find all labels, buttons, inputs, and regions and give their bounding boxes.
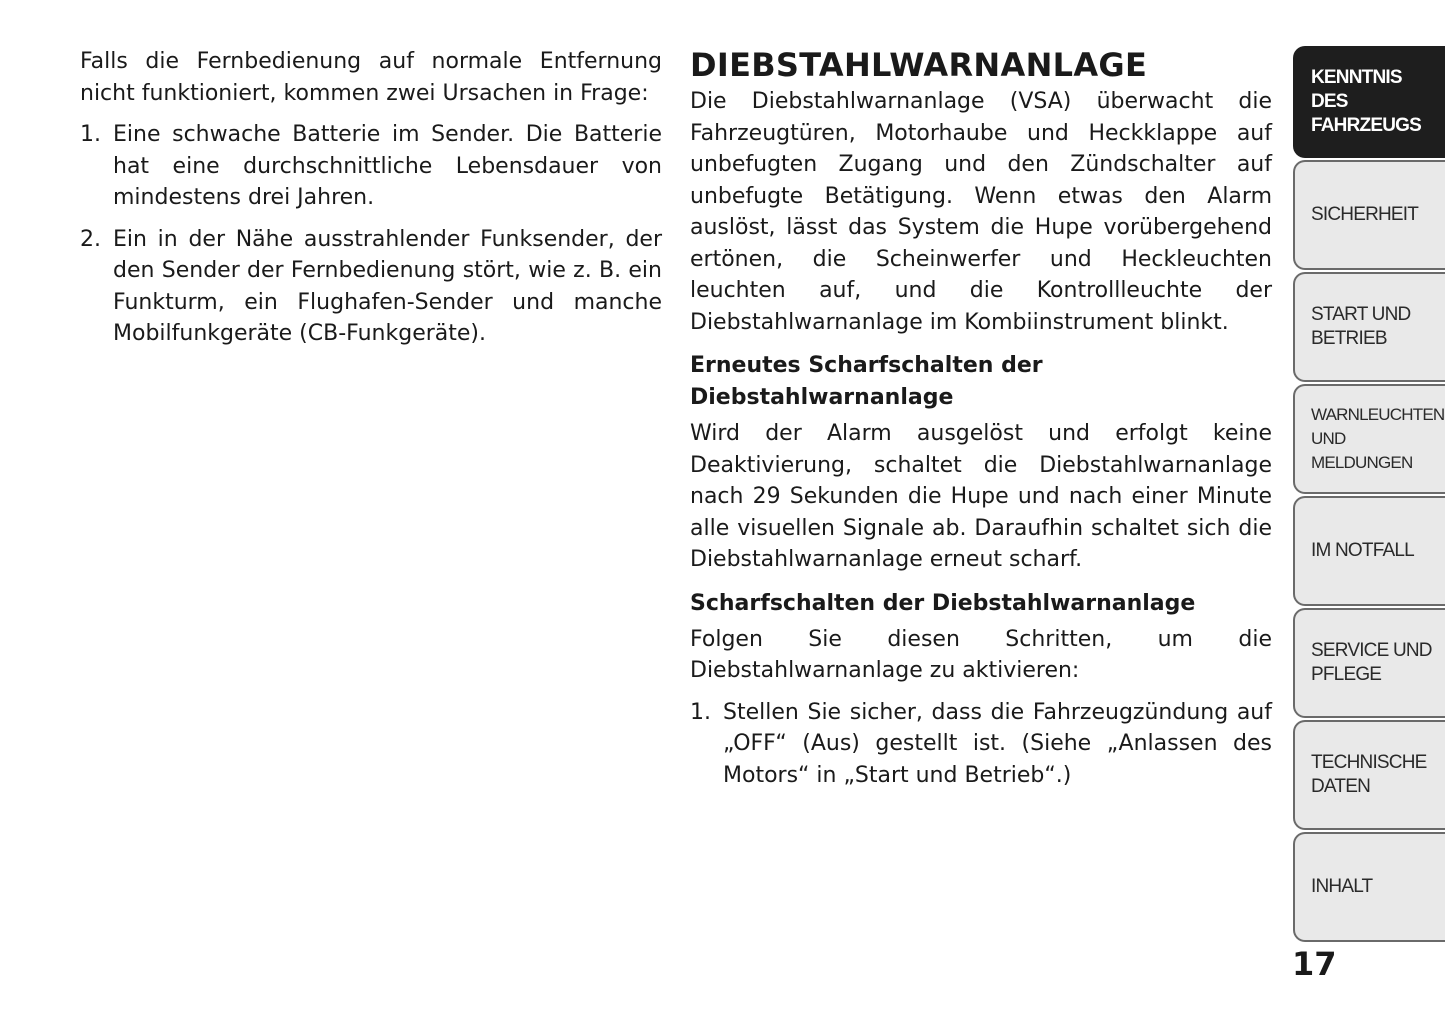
tab-label: WARNLEUCHTEN UND MELDUNGEN: [1311, 405, 1445, 472]
tab-label: SICHERHEIT: [1311, 204, 1419, 225]
list-item-text: Eine schwache Batterie im Sender. Die Batterie hat eine durchschnittliche Lebensdauer von mindestens drei Jahren.: [113, 122, 662, 210]
list-item-number: 2.: [80, 226, 101, 252]
tab-technische-daten[interactable]: [1293, 720, 1445, 830]
tab-label: SERVICE UND PFLEGE: [1311, 640, 1432, 685]
right-column: [690, 46, 1272, 801]
left-numbered-list: [80, 119, 662, 350]
list-item: [80, 224, 662, 350]
list-item-number: 1.: [80, 122, 101, 147]
tab-label: KENNTNIS DES FAHRZEUGS: [1311, 67, 1421, 136]
tab-kenntnis-des-fahrzeugs[interactable]: [1293, 46, 1445, 158]
section-title: DIEBSTAHLWARNANLAGE: [690, 46, 1148, 84]
rearming-paragraph: Wird der Alarm ausgelöst und erfolgt keine Deaktivierung, schaltet die Diebstahlwarnanlage nach 29 Sekunden die Hupe und nach einer Minute alle visuellen Signale ab. Daraufhin schaltet sich die Diebstahlwarnanlage erneut scharf.: [690, 421, 1272, 572]
subheading-arming: Scharfschalten der Diebstahlwarnanlage: [690, 590, 1196, 616]
tab-inhalt[interactable]: [1293, 832, 1445, 942]
list-item-text: Ein in der Nähe ausstrahlender Funksender, der den Sender der Fernbedienung stört, wie z. B. ein Funkturm, ein Flughafen-Sender und manche Mobilfunkgeräte (CB-Funkgeräte).: [113, 226, 662, 346]
subheading-rearming: Erneutes Scharfschalten der Diebstahlwarnanlage: [690, 353, 1043, 410]
tab-sicherheit[interactable]: [1293, 160, 1445, 270]
list-item: [690, 697, 1272, 792]
tab-label: INHALT: [1311, 876, 1373, 897]
tab-warnleuchten-und-meldungen[interactable]: [1293, 384, 1445, 494]
page-number: 17: [1292, 945, 1337, 983]
left-intro-paragraph: Falls die Fernbedienung auf normale Entfernung nicht funktioniert, kommen zwei Ursachen in Frage:: [80, 49, 662, 106]
intro-paragraph: Die Diebstahlwarnanlage (VSA) überwacht die Fahrzeugtüren, Motorhaube und Heckklappe auf unbefugten Zugang und den Zündschalter auf unbefugte Betätigung. Wenn etwas den Alarm auslöst, lässt das System die Hupe vorübergehend ertönen, die Scheinwerfer und Heckleuchten leuchten auf, und die Kontrollleuchte der Diebstahlwarnanlage im Kombiinstrument blinkt.: [690, 89, 1272, 335]
arming-paragraph: Folgen Sie diesen Schritten, um die Diebstahlwarnanlage zu aktivieren:: [690, 626, 1272, 683]
arming-steps-list: [690, 697, 1272, 792]
tab-service-und-pflege[interactable]: [1293, 608, 1445, 718]
tab-label: IM NOTFALL: [1311, 540, 1414, 561]
tab-start-und-betrieb[interactable]: [1293, 272, 1445, 382]
tab-im-notfall[interactable]: [1293, 496, 1445, 606]
list-item: [80, 119, 662, 214]
list-item-number: 1.: [690, 699, 711, 725]
chapter-tabs: [1293, 46, 1445, 944]
list-item-text: Stellen Sie sicher, dass die Fahrzeugzündung auf „OFF“ (Aus) gestellt ist. (Siehe „Anlassen des Motors“ in „Start und Betrieb“.): [723, 699, 1272, 788]
left-column: [80, 46, 662, 360]
tab-label: TECHNISCHE DATEN: [1311, 752, 1427, 797]
tab-label: START UND BETRIEB: [1311, 304, 1411, 349]
